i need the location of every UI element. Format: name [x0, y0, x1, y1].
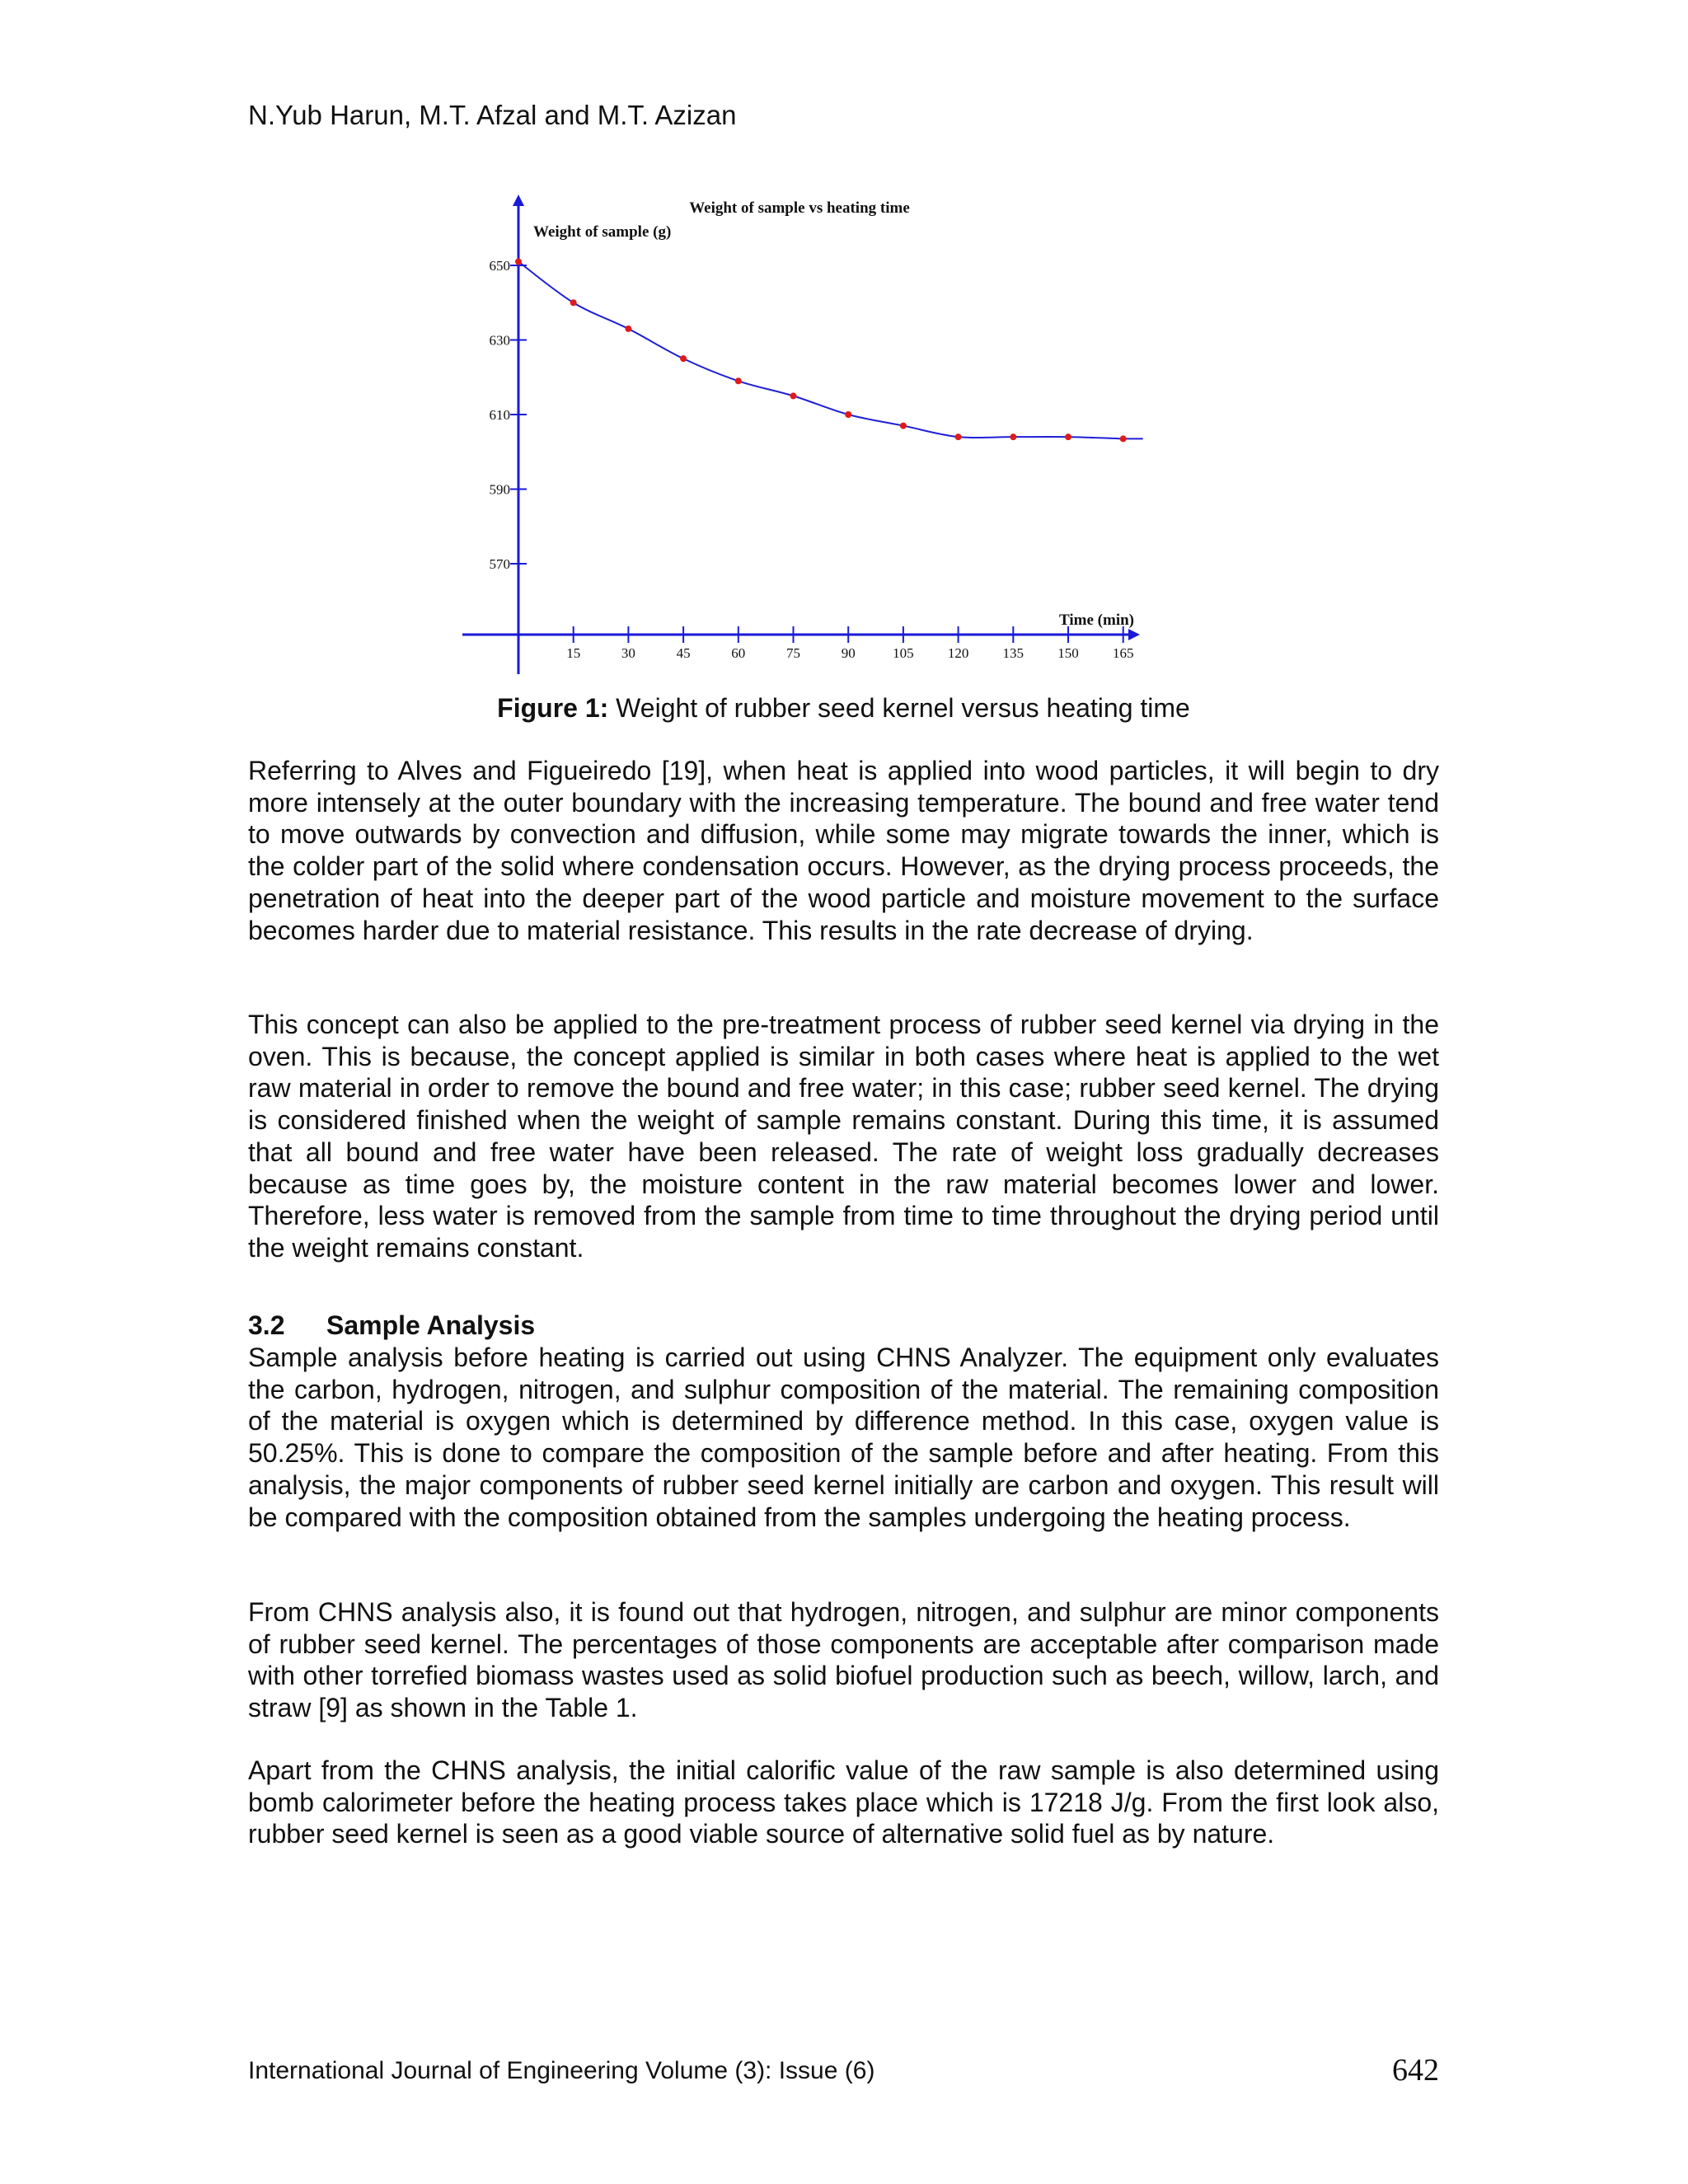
y-tick-label: 610	[489, 407, 510, 423]
running-header-authors: N.Yub Harun, M.T. Afzal and M.T. Azizan	[248, 100, 737, 130]
section-heading	[248, 1310, 535, 1341]
footer-journal: International Journal of Engineering Volume (3): Issue (6)	[248, 2057, 875, 2084]
section-title: Sample Analysis	[326, 1310, 536, 1340]
paragraph-1: Referring to Alves and Figueiredo [19], when heat is applied into wood particles, it will begin to dry more intensely at the outer boundary with the increasing temperature. The bound and free water tend to move outwards by convection and diffusion, while some may migrate towards the inner, which is the colder part of the solid where condensation occurs. However, as the drying process proceeds, the penetration of heat into the deeper part of the wood particle and moisture movement to the surface becomes harder due to material resistance. This results in the rate decrease of drying.	[248, 756, 1439, 945]
paragraph-4: From CHNS analysis also, it is found out that hydrogen, nitrogen, and sulphur are minor components of rubber seed kernel. The percentages of those components are acceptable after comparison made with other torrefied biomass wastes used as solid biofuel production such as beech, willow, larch, and straw [9] as shown in the Table 1.	[248, 1597, 1439, 1723]
series-line	[518, 261, 1143, 438]
page-number: 642	[1392, 2053, 1439, 2088]
data-point	[845, 411, 851, 418]
x-axis-arrow	[1128, 629, 1140, 640]
x-tick-label: 105	[893, 645, 914, 661]
section-number: 3.2	[248, 1310, 285, 1340]
figure-caption-text: Weight of rubber seed kernel versus heating time	[608, 693, 1190, 723]
x-tick-label: 60	[731, 645, 746, 661]
figure-caption-label: Figure 1:	[497, 693, 609, 723]
x-axis-label: Time (min)	[1059, 612, 1134, 629]
data-point	[1010, 434, 1016, 440]
x-tick-label: 150	[1057, 645, 1079, 661]
data-point	[1120, 435, 1127, 442]
x-tick-label: 30	[621, 645, 635, 661]
x-tick-label: 90	[841, 645, 856, 661]
y-axis-label: Weight of sample (g)	[533, 223, 672, 241]
x-tick-label: 45	[676, 645, 691, 661]
paragraph-2: This concept can also be applied to the pre-treatment process of rubber seed kernel via drying in the oven. This is because, the concept applied is similar in both cases where heat is applied to the wet raw material in order to remove the bound and free water; in this case; rubber seed kernel. The drying is considered finished when the weight of sample remains constant. During this time, it is assumed that all bound and free water have been released. The rate of weight loss gradually decreases because as time goes by, the moisture content in the raw material becomes lower and lower. Therefore, less water is removed from the sample from time to time throughout the drying period until the weight remains constant.	[248, 1010, 1439, 1263]
data-point	[735, 377, 742, 384]
y-tick-label: 570	[489, 556, 510, 572]
x-tick-label: 15	[566, 645, 581, 661]
y-tick-label: 590	[489, 481, 510, 498]
y-axis-arrow	[513, 194, 524, 206]
data-point	[790, 392, 797, 399]
figure-caption	[248, 691, 1439, 725]
figure-1	[457, 191, 1150, 677]
y-tick-label: 650	[489, 258, 510, 274]
paragraph-5: Apart from the CHNS analysis, the initial calorific value of the raw sample is also determined using bomb calorimeter before the heating process takes place which is 17218 J/g. From the first look also, rubber seed kernel is seen as a good viable source of alternative solid fuel as by nature.	[248, 1755, 1439, 1849]
data-point	[625, 326, 631, 332]
x-tick-label: 165	[1112, 645, 1134, 661]
x-tick-label: 120	[947, 645, 969, 661]
chart-title: Weight of sample vs heating time	[689, 199, 910, 217]
x-tick-label: 135	[1002, 645, 1025, 661]
data-point	[570, 299, 577, 306]
data-point	[1065, 434, 1071, 440]
data-point	[680, 355, 687, 362]
paragraph-3: Sample analysis before heating is carried out using CHNS Analyzer. The equipment only evaluates the carbon, hydrogen, nitrogen, and sulphur composition of the material. The remaining composition of the material is oxygen which is determined by difference method. In this case, oxygen value is 50.25%. This is done to compare the composition of the sample before and after heating. From this analysis, the major components of rubber seed kernel initially are carbon and oxygen. This result will be compared with the composition obtained from the samples undergoing the heating process.	[248, 1343, 1439, 1532]
data-point	[515, 258, 522, 265]
data-point	[900, 423, 907, 429]
y-tick-label: 630	[489, 332, 510, 349]
x-tick-label: 75	[786, 645, 800, 661]
weight-vs-time-chart	[457, 191, 1150, 677]
data-point	[955, 434, 962, 440]
